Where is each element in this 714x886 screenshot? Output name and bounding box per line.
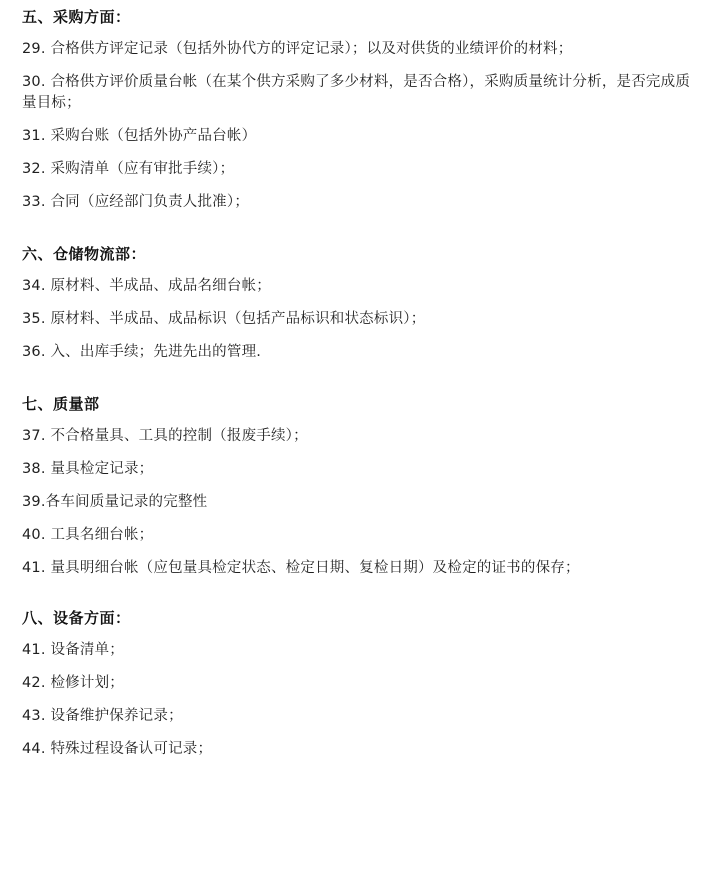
- section-equipment: [22, 607, 692, 760]
- section-warehouse-logistics: [22, 243, 692, 363]
- list-item: 38. 量具检定记录；: [22, 461, 154, 477]
- list-item: 41. 设备清单；: [22, 642, 124, 658]
- list-item: 39.各车间质量记录的完整性: [22, 494, 208, 510]
- list-item: 42. 检修计划；: [22, 675, 124, 691]
- section-heading: 八、设备方面：: [22, 609, 131, 627]
- section-quality-department: [22, 393, 692, 579]
- section-heading: 五、采购方面：: [22, 8, 131, 26]
- list-item: 36. 入、出库手续；先进先出的管理.: [22, 344, 262, 360]
- list-item: 41. 量具明细台帐（应包量具检定状态、检定日期、复检日期）及检定的证书的保存；: [22, 560, 580, 576]
- list-item: 34. 原材料、半成品、成品名细台帐；: [22, 278, 271, 294]
- list-item: 40. 工具名细台帐；: [22, 527, 154, 543]
- list-item: 44. 特殊过程设备认可记录；: [22, 741, 213, 757]
- list-item: 33. 合同（应经部门负责人批准）；: [22, 194, 250, 210]
- list-item: 43. 设备维护保养记录；: [22, 708, 183, 724]
- list-item: 29. 合格供方评定记录（包括外协代方的评定记录）；以及对供货的业绩评价的材料；: [22, 41, 573, 57]
- list-item: 31. 采购台账（包括外协产品台帐）: [22, 128, 257, 144]
- list-item: 32. 采购清单（应有审批手续）；: [22, 161, 235, 177]
- list-item: 37. 不合格量具、工具的控制（报废手续）；: [22, 428, 308, 444]
- list-item: 30. 合格供方评价质量台帐（在某个供方采购了多少材料，是否合格），采购质量统计分析，是否完成质量目标；: [22, 74, 691, 111]
- section-procurement: [22, 6, 692, 213]
- section-heading: 六、仓储物流部：: [22, 245, 147, 263]
- list-item: 35. 原材料、半成品、成品标识（包括产品标识和状态标识）；: [22, 311, 426, 327]
- section-heading: 七、质量部: [22, 395, 100, 413]
